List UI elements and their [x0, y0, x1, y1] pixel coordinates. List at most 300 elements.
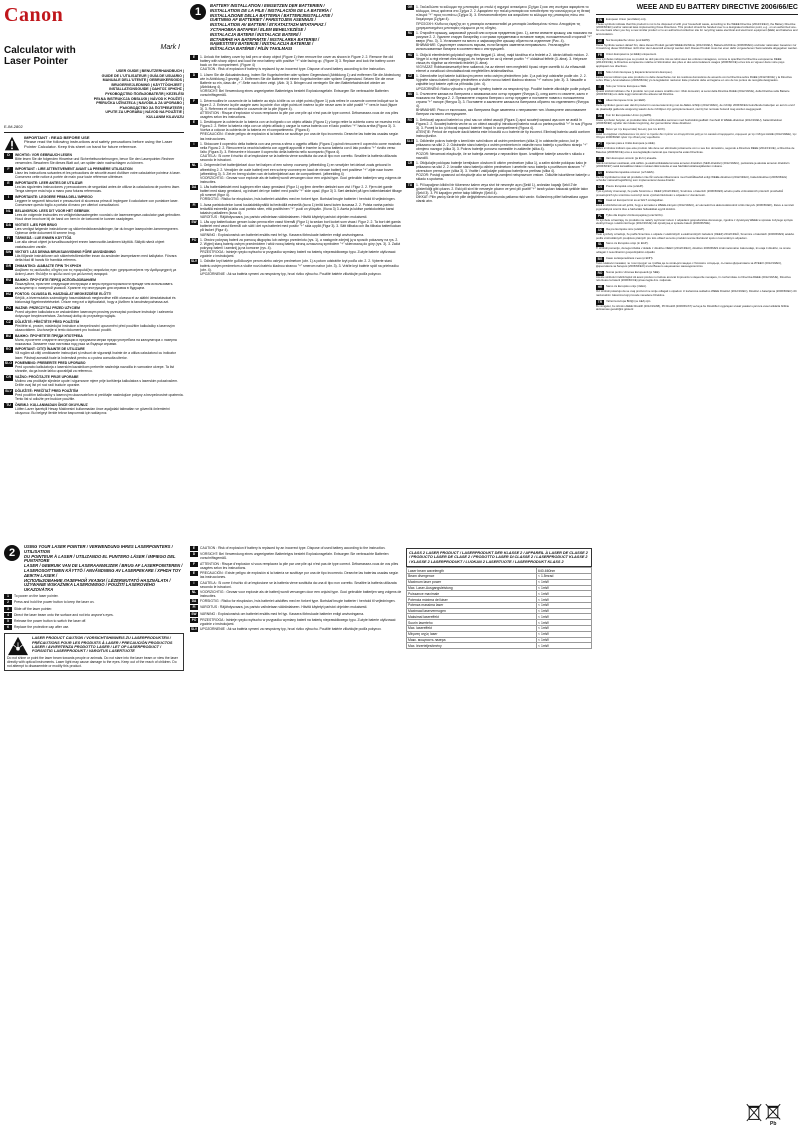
step-number-badge: 2	[4, 600, 12, 605]
battery-instructions-other-languages	[406, 5, 592, 203]
language-notice-text	[15, 334, 184, 346]
laser-steps-translation-list	[190, 546, 402, 632]
language-notice	[4, 292, 184, 304]
weee-entry	[596, 300, 798, 312]
spec-label: Μέγιστη ισχύς laser	[407, 631, 537, 637]
language-code-badge: EN	[597, 17, 603, 22]
language-notice-text	[15, 306, 184, 318]
language-notice	[4, 361, 184, 373]
instruction-steps: 1. Odemkněte kryt baterie kuličkovým perem nebo ostrým předmětem (obr. 1) a pak kryt odstraňte podle obr. 2. 2. Vyjměte starou baterii ostrým předmětem a vložte novou baterii kladnou stranou "+" nahoru (obr. 3). 3. Nasaďte a zajistěte kryt baterie zpět na přihrádku (obr. 4).	[416, 74, 587, 87]
language-code-badge: BU	[407, 91, 413, 96]
heading-line: ВСТАВЯНЕ НА БАТЕРИИТЕ / INSTALAREA BATERIEI /	[210, 36, 320, 42]
spec-value: < 1mW	[537, 637, 592, 643]
language-code-badge: SLO	[406, 139, 414, 144]
language-notice-title: TÄRKEÄÄ : LUE ENNEN KÄYTTÖÄ	[15, 236, 72, 241]
instruction-caution: DİKKAT: Pilin yanlış türde bir pille değiştirilmesi durumunda patlama riski vardır. Kullanılmış pilleri talimatlara uygun olarak atın.	[416, 194, 589, 203]
battery-installation-section	[190, 4, 402, 539]
weee-entry-title: Само за Европейския съюз (и ЕИП).	[606, 255, 654, 260]
weee-entry-text: Deze symbolen geven aan dat dit product in overeenstemming met de AEEA-richtlijn (2012/19/EU), de richtlijn 2006/66/EG betreffende batterijen en accu's en/of de plaatselijk geldende wetgeving waarin deze richtlijnen zijn geïmplementeerd, niet bij het normale huisvuil mag worden weggegooid.	[596, 103, 795, 111]
important-notice	[4, 136, 184, 152]
weee-entry	[596, 128, 798, 140]
language-code-badge: SL	[597, 242, 603, 247]
weee-entry-text: Estes símbolos indicam que este produto não deve ser eliminado juntamente com o seu lixo doméstico, segundo a Directiva REEE (2012/19/UE), a Directiva de Baterias (2006/66/CE) e/ou a sua legislação nacional que transponha estas Directivas.	[596, 146, 795, 154]
language-code-badge: NL	[191, 589, 197, 594]
instruction-caution: CAUTELA : Si corre il rischio di un'esplosione se la batteria viene sostituita da una di tipo non corretto. Smaltire la batteria utilizzata secondo le istruzioni.	[200, 154, 397, 163]
laser-translation-block	[190, 627, 402, 632]
important-text: Please read the following instructions and safety precautions before using the Laser Pointer Calculator. Keep this sheet on hand for future reference.	[24, 139, 173, 150]
weee-entry	[596, 71, 798, 83]
instruction-text	[200, 142, 402, 162]
language-notice-title: ВАЖНО: ПРОЧТИТЕ ПЕРЕД ИСПОЛЬЗОВАНИЕМ	[15, 278, 97, 282]
language-code-badge: PL	[597, 213, 603, 218]
pb-label: Pb	[770, 1121, 777, 1127]
weee-entry-title: Iba pre Európsku úniu (a EHP).	[606, 227, 645, 232]
instruction-block	[190, 99, 402, 119]
language-notice-body: Lisez les instructions suivantes et les précautions de sécurité avant d'utiliser votre calculatrice pointeur à laser. Conservez cette notice à portée de main pour toute référence ultérieure.	[15, 171, 181, 180]
laser-step	[4, 625, 184, 630]
language-notice-body: Leggere le seguenti istruzioni e precauzioni di sicurezza prima di impiegare il calcolatore con puntatore laser. Conservare questo foglio a portata di mano per ulteriori consultazioni.	[15, 198, 179, 207]
language-code-badge: EL	[597, 127, 603, 132]
heading-line: UŻYWANIE WSKAŹNIKA LASEROWEGO / POUŽITÍ LASEROVÉHO UKAZOVÁTKA	[24, 582, 156, 593]
battery-installation-continued	[406, 4, 592, 539]
language-notice	[4, 264, 184, 276]
section-number-badge: 1	[190, 4, 206, 20]
language-notice-text	[15, 375, 184, 387]
instruction-caution: VAROITUS : Räjähdysvaara, jos paristo vaihdetaan vääränlaiseen. Hävitä käytetyt paristot ohjeiden mukaisesti.	[200, 214, 368, 219]
language-notice-body: Lees de volgende instructies en veiligheidsmaatregelen voordat u de laserweergave-calculator gaat gebruiken. Houd deze brochure bij de hand om hem in de toekomst te kunnen raadplegen.	[15, 212, 182, 221]
language-notice	[4, 347, 184, 359]
spec-label: Puissance maximale	[407, 591, 537, 597]
instruction-block	[406, 183, 592, 203]
instruction-steps: 1. Desbloquee la cubierta de la batería con un bolígrafo o un objeto afilado (Figura 1) y luego retire la cubierta como se muestra en la Figura 2. 2. Retire la batería vieja con un objeto afilado y cargue la nueva batería con el lado positivo "+" hacia arriba (Figura 3). 3. Vuelva a colocar la cubierta de la batería en el compartimento. (Figura 4)	[200, 120, 401, 133]
warning-triangle-icon	[4, 136, 20, 152]
instruction-block	[406, 74, 592, 90]
laser-caution-title: LASER PRODUCT CAUTION / VORSICHTSHINWEIS ZU LASERPRODUKTEN / PRÉCAUTIONS POUR LES PRODUITS À LASER / PRECAUCIÓN PRODUCTOS LÁSER / AVVERTENZA PRODOTTO LASER / LET OP LASERPRODUCT / FORSIGTIG LASERPRODUKT / VAROITUS LASERTUOTE	[32, 636, 173, 654]
language-notice-text	[15, 223, 184, 235]
spec-label: Laser beam wavelength	[407, 568, 537, 574]
laser-step-text: Release the power button to switch the laser off.	[14, 618, 87, 623]
weee-entry-text: Ti simboli pomenijo, da tega izdelka v skladu z direktivo OEEO (2012/19/EU), direktivo 2006/66/ES in/ali nacionalno zakonodajo, ki uvaja ti direktivi, ne smete odlagati z nesortiranimi gospodinjskimi odpadki.	[596, 246, 791, 254]
instruction-block	[190, 259, 402, 275]
weee-entry-text: Ces symboles indiquent que ce produit ne doit pas être mis au rebut avec les ordures ménagères, comme le spécifient la Directive européenne DEEE (2012/19/UE), la Directive européenne relative à l'élimination des piles et des accumulateurs usagés (2006/66/CE) et les lois en vigueur dans votre pays appliquant ces directives.	[596, 56, 785, 68]
language-notice	[4, 278, 184, 290]
weee-entry	[596, 114, 798, 126]
spec-label: Max. lézerteljesítmény	[407, 643, 537, 649]
instruction-block	[406, 161, 592, 181]
weee-entry	[596, 99, 798, 111]
guide-title-line: USER GUIDE | BENUTZERHANDBUCH |	[116, 69, 184, 73]
laser-translation-block	[190, 590, 402, 598]
language-notice-text	[15, 361, 184, 373]
language-code-badge: FI	[190, 203, 198, 208]
language-notice-body: Kérjük, a lézermutatós számológép használatának megkezdése előtt olvassa el az alábbi útmutatásokat és biztonsági figyelmeztetéseket. Őrizze meg ezt a tájékoztatót, hogy a jövőben is tanulmányozhassa azt.	[15, 295, 176, 305]
language-code-badge: FR	[597, 52, 603, 57]
instruction-caution: PRZESTROGA : Istnieje ryzyko wybuchu w przypadku wymiany baterii na baterię nieprawidłowego typu. Zużyte baterie utylizować zgodnie z instrukcjami.	[200, 250, 396, 259]
language-code-badge: PO	[5, 305, 12, 310]
language-code-badge: D	[190, 552, 198, 557]
weee-entry	[596, 271, 798, 283]
instruction-text	[200, 99, 402, 119]
language-code-badge: SLV	[191, 627, 197, 632]
language-code-badge: SW	[191, 611, 197, 616]
step-number-badge: 5	[4, 619, 12, 624]
language-notice-body: Lea las siguientes instrucciones y precauciones de seguridad antes de utilizar la calculadora de puntero láser. Tenga siempre esta hoja a mano para futuras referencias.	[15, 184, 180, 194]
language-code-badge: F	[190, 99, 198, 104]
language-notice-text	[15, 195, 184, 207]
instruction-text	[416, 5, 592, 30]
language-notice-text	[15, 236, 184, 248]
weee-entry-text: De här symbolerna visar att produkten inte får sorteras tillsammans med hushållsavfall enligt WEEE-direktivet (2012/19/EU), batteridirektivet (2006/66/EG) och/eller nationell lagstiftning som implementerar dessa direktiv.	[596, 174, 788, 183]
language-notice-title: IMPORTANTE: LEER ANTES DE UTILIZAR	[15, 180, 83, 185]
language-code-badge: FI	[190, 605, 198, 610]
language-code-badge: GR	[407, 5, 413, 10]
language-code-badge: E	[190, 55, 198, 60]
instruction-block	[190, 142, 402, 162]
instruction-text	[200, 238, 402, 258]
weee-title: WEEE AND EU BATTERY DIRECTIVE 2006/66/EC	[596, 4, 798, 15]
instruction-steps: 1. Ontgrendel het batterijdeksel door het balpen of een scherp voorwerp (afbeelding 1) en verwijder het deksel zoals getoond in afbeelding 2. 2. Verwijder de oude batterij met een scherp voorwerp en laad de nieuwe batterij met positieve "+" zijde naar boven (afbeelding 3). 3. Zet en breng sluiten van de batterijdeksel aan de compartiment. (afbeelding 4)	[200, 163, 394, 176]
language-code-badge: PO	[191, 617, 197, 622]
spec-value: < 1mW	[537, 631, 592, 637]
weee-entry-title: Kun for Europæiske Union (og EØS).	[606, 112, 653, 117]
language-notice-title: DÔLEŽITÉ: PREČÍTAŤ PRED POUŽITÍM	[15, 389, 79, 393]
section-number-badge: 2	[4, 545, 20, 561]
language-notice-title: ΣΗΜΑΝΤΙΚΟ: ΔΙΑΒΑΣΤΕ ΠΡΙΝ ΤΗ ΧΡΗΣΗ	[15, 264, 82, 269]
language-notice-title: WAŻNE: PRZECZYTAJ PRZED UŻYCIEM	[15, 305, 80, 310]
spec-value: < 1mW	[537, 597, 592, 603]
instruction-text	[200, 55, 402, 71]
weee-entry-text: Disse symboler betyder, at produktet ikke må bortskaffes sammen med husholdningsaffald i henhold til WEEE-direktivet (2012/19/EU), batteridirektivet (2006/66/EF) og/eller den lokale lovgivning, der gennemfører disse direktiver.	[596, 117, 782, 125]
language-notice	[4, 195, 184, 207]
instruction-caution: VIGYÁZAT: Robbanásveszélyt fenn sallamok, ha az elemet nem megfelelő típusú végre cserélik ki. Az elhasznált elemet a vonatkozó útmutatásoknak megfelelően ártalmatlanítsa.	[416, 64, 586, 73]
important-title: IMPORTANT : READ BEFORE USE	[24, 134, 90, 140]
laser-translation-block	[190, 605, 402, 610]
language-code-badge: PO	[191, 237, 197, 242]
language-notice	[4, 153, 184, 165]
instruction-block	[190, 120, 402, 140]
language-notice-body: Pred použitím kalkulačky s laserovým ukazovateľom si prečítajte nasledujúce pokyny a bezpečnostné opatrenia. Tento list si odložte pre budúce použitie.	[15, 393, 184, 402]
spec-label: Maximaal laservermogen	[407, 608, 537, 614]
instruction-steps: 1. Ξεκλειδώστε το κάλυμμα της μπαταρίας με στυλό ή αιχμηρό αντικείμενο (Σχήμα 1) και στη συνέχεια αφαιρέστε το κάλυμμα, όπως φαίνεται στο Σχήμα 2. 2. Αφαιρέστε την παλιά μπαταρία και τοποθετήστε την καινούργια με τη θετική πλευρά "+" προς τα επάνω (Σχήμα 3). 3. Επανατοποθετήστε και ασφαλίστε το κάλυμμα της μπαταρίας πίσω στο διαμέρισμα (Σχήμα 4).	[416, 5, 591, 22]
weee-entry-text: Tieto symboly označujú, že podľa Smernice o odpade z elektrických a elektronických zariadení (OEEZ) 2012/19/EÚ, Smernice o batériách (2006/66/ES) a/alebo podľa vnútroštátnych predpisov platných pre túto oblasť sa tento produkt nesmie likvidovať spolu s komunálnym odpadom.	[596, 232, 795, 240]
instruction-text	[416, 92, 592, 117]
language-notice	[4, 334, 184, 346]
weee-entry-text: Ovi simboli pokazuju da se ovaj proizvod ne smije odlagati s otpadom iz kućanstva sukladno WEEE Direktivi (2012/19/EC), Direktivi o baterijama (2006/66/EC) i/ili nacionalnim zakonima koji provode navedene Direktive.	[596, 289, 797, 297]
language-code-badge: FI	[4, 236, 13, 242]
language-code-badge: TU	[407, 182, 413, 187]
instruction-steps: 1. Odistite kryt batérie guľôčkovým perom alebo ostrým predmetom (obr. 1) a potom odstráňte kryt podľa obr. 2. 2. Vyberte starú batériu ostrým predmetom a vložte novú batériu kladnou stranou "+" smerom nahor (obr. 3). 3. Vráťte kryt batérie späť na priehradku (obr. 4).	[200, 259, 399, 272]
laser-translation-block	[190, 562, 402, 570]
guide-title-line: BRUGERVEJLEDNING | KÄYTTÖOHJEET |	[111, 82, 184, 87]
language-notice-body: Læs venligst følgende instruktioner og sikkerhedsforanstaltninger, før du bruger laserpointer-lommeregneren. Opbevar dette dokument til senere brug.	[15, 226, 179, 235]
weee-entry	[596, 199, 798, 211]
language-code-badge: HU	[5, 291, 12, 296]
language-code-badge: FI	[596, 157, 604, 162]
weee-entry-text: Nämä tunnukset osoittavat, että sähkö- ja elektroniikkalaiteromusta annetun direktiivin (SER-direktiivi) (2012/19/EU), paristoista ja akuista annetun direktiivin (2006/66/EY) sekä kansallisten lakien mukaan tätä tuotetta ei saa hävittää kotitalousjätteiden mukana.	[596, 160, 790, 168]
weee-entry	[596, 242, 798, 254]
language-code-badge: HU	[597, 199, 603, 204]
canon-logo: Canon	[4, 4, 64, 26]
laser-step	[4, 600, 184, 605]
language-code-badge: CR	[407, 160, 413, 165]
laser-caution-text: Do not shine or point the laser beam towards people or animals. Do not stare into the laser beam or view the laser directly with optical instruments. Laser light may cause damage to the eyes. Keep out of the reach of children. Do not attempt to disassemble or modify this product.	[7, 656, 178, 669]
language-code-badge: TU	[4, 403, 13, 409]
language-notice-body: Lütfen Lazer İşaretçili Hesap Makinesini kullanmadan önce aşağıdaki talimatları ve güvenlik önlemlerini okuyunuz. Bu belgeyi ileride tekrar başvurmak için saklayınız.	[15, 406, 170, 416]
weee-entry	[596, 214, 798, 226]
instruction-text	[200, 259, 402, 275]
weee-entry-text: Diese Symbole weisen darauf hin, dass dieses Produkt gemäß WEEE-Richtlinie (2012/19/EU), Batterie-Richtlinie (2006/66/EG) und/oder nationalen Gesetzen zur Umsetzung dieser Richtlinien nicht über den Hausmüll entsorgt werden darf. Dieses Produkt muss bei einer dafür vorgesehenen Sammelstelle abgegeben werden.	[596, 42, 798, 51]
language-code-badge: F	[4, 167, 13, 173]
instruction-caution: ВНИМАНИЕ: Риск от експлозия, ако батерията бъде заменена с неправилен тип. Изхвърлете използваните батерии съгласно инструкциите.	[416, 108, 587, 117]
language-notice-text	[15, 167, 184, 179]
language-notice-body: Přečtěte si, prosím, následující instrukce a bezpečnostní upozornění před použitím kalkulačky s laserovým ukazovátkem. Uschovejte si tento dokument pro budoucí použití.	[15, 323, 175, 332]
language-notice-text	[15, 264, 184, 276]
language-notice-title: POMEMBNO: PREBERITE PRED UPORABO	[15, 361, 86, 366]
instruction-caution: VOORZICHTIG : Gevaar voor explosie als de batterij wordt vervangen door een onjuist type. Gooi gebruikte batterijen weg volgens de instructies.	[200, 175, 402, 184]
language-notice-body: Läs följande instruktioner och säkerhetsföreskrifter innan du använder laserpekaren med kalkylator. Förvara detta blad till hands för framtida referens.	[15, 254, 177, 263]
step-number-badge: 3	[4, 607, 12, 612]
weee-entry	[596, 39, 798, 51]
language-code-badge: I	[4, 195, 13, 201]
language-code-badge: RU	[5, 278, 12, 282]
language-notice-text	[15, 209, 184, 221]
language-code-badge: I	[190, 581, 198, 586]
weee-entry-text: Estos iconos indican que este producto no debe desecharse con los residuos domésticos de acuerdo con la Directiva sobre RAEE (2012/19/UE) y la Directiva sobre Pilas y Acumuladores (2006/66/CE) y/o la legislación nacional. Este producto debe entregarse en uno de los puntos de recogida designados.	[596, 74, 792, 83]
guide-title-line: РУКОВОДСТВО ПОЛЬЗОВАТЕЛЯ | KEZELÉSI	[105, 91, 184, 96]
spec-label: Potencia máxima del láser	[407, 597, 537, 603]
instruction-block	[190, 73, 402, 98]
weee-entry-text: Questi simboli indicano che il prodotto non può essere smaltito con i rifiuti domestici, ai sensi della Direttiva RAEE (2012/19/UE), della Direttiva sulle Batterie (2006/66/CE) e/o delle leggi nazionali che attuano tali Direttive.	[596, 88, 790, 97]
language-notice	[4, 236, 184, 248]
laser-translation-block	[190, 552, 402, 560]
instruction-caution: POZOR: Postoji opasnost od eksplozije ako se baterija zamijeni neispravnom vrstom. Odložite iskorištene baterije u skladu s uputama.	[416, 173, 590, 182]
instruction-steps: 1. Oldja ki elemfedelet golyóstoll vagy éles tárgyat (1. ábra), majd távolítsa el a fedelet a 2. ábrán látható módon. 2. Vegye ki a régi elemet éles tárggyal, és helyezze be az új elemet pozitív "+" oldalával felfelé (3. ábra). 3. Helyezze vissza és rögzítse az elemtartó fedelét (4. ábra).	[416, 52, 589, 65]
language-code-badge: GR	[5, 264, 12, 269]
language-code-badge: DE	[597, 38, 603, 43]
weee-entry	[596, 171, 798, 183]
language-code-badge: SLV	[5, 389, 12, 393]
weee-entry-text: Ezek a szimbólumok azt jelzik, hogy a terméket a WEEE-irányelv (2012/19/EU), az elemekről és akkumulátorokról szóló irányelv (2006/66/EK), illetve a nemzeti jogszabályok szerint tilos a háztartási hulladékkal együtt kidobni.	[596, 203, 794, 211]
language-code-badge: SK	[597, 228, 603, 233]
guide-title-line: UPUTE ZA UPORABU | NÁVOD NA POUŽITIE |	[105, 110, 184, 115]
publication-code: E-IM-2802	[4, 123, 23, 129]
language-code-badge: DA	[191, 599, 197, 604]
language-notice-title: FONTOS: OLVASSA EL HASZNÁLAT MEGKEZDÉSE ELŐTT!	[15, 291, 112, 296]
spec-label: Макс. мощность лазера	[407, 637, 537, 643]
language-notice-text	[15, 403, 184, 415]
language-notice	[4, 223, 184, 235]
language-code-badge: SLV	[191, 259, 197, 264]
spec-value: < 1mW	[537, 579, 592, 585]
instruction-text	[200, 220, 402, 236]
language-code-badge: PT	[597, 142, 603, 147]
instruction-caution: VARNING : Explosionsrisk om batteriet ersätts med fel typ. Kassera förbrukade batterier enligt anvisningarna.	[200, 232, 365, 237]
laser-translation-text: VORSICHT: Bei Verwendung eines ungeeigneten Batterietyps besteht Explosionsgefahr. Entsorgen Sie verbrauchte Batterien vorschriftsgemäß.	[200, 552, 389, 561]
instruction-text	[200, 185, 402, 201]
weee-entry-title: Sólo Unión Europea (y Espacio Económico Europeo).	[606, 69, 673, 74]
instruction-steps: 1. Lösen Sie die Akkuabdeckung, indem Sie Kugelschreiber oder spitzen Gegenstand (Abbildung 1) und entfernen Sie die Abdeckung wie in Abbildung 2 gezeigt. 2. Entfernen Sie die Batterie mit einem Kugelschreiber oder spitzen Gegenstand. Setzen Sie die neue Batterie so ein, dass die „+"-Seite nach oben zeigt. (Abb. 3) 3. Bringen und verriegeln Sie den Batteriefachdeckel wieder an (Abbildung 4).	[200, 72, 401, 90]
language-notice	[4, 403, 184, 415]
guide-title-line: INSTALLATIONSGUIDE | ΟΔΗΓΟΣ ΧΡΗΣΗΣ |	[109, 87, 184, 92]
instruction-text	[416, 139, 592, 159]
weee-entry-title: Tylko dla krajów Unii Europejskiej (oraz EOG).	[606, 212, 664, 217]
language-notice-title: ВАЖНО: ПРОЧЕТЕТЕ ПРЕДИ УПОТРЕБА	[15, 333, 83, 338]
instruction-caution: ВНИМАНИЕ: Существует опасность взрыва, если батарея заменена неправильно. Утилизируйте использованные батареи в соответствии с инструкцией.	[416, 43, 570, 52]
language-code-badge: TR	[597, 299, 603, 304]
spec-value: < 1mW	[537, 614, 592, 620]
weee-entry-title: Csak az Európai Unió és az EGT országaiban.	[606, 198, 664, 203]
language-code-badge: RO	[407, 117, 413, 122]
product-title-line2: Laser Pointer	[4, 56, 68, 67]
battery-instructions	[190, 55, 402, 276]
language-notice-body: Bitte lesen Sie die folgenden Hinweise und Sicherheitsvorkehrungen, bevor Sie den Laserpointer-Rechner verwenden. Bewahren Sie dieses Blatt auf, um später darin nachschlagen zu können.	[15, 157, 175, 166]
spec-label: Suurin laserteho	[407, 620, 537, 626]
class-2-label-box	[406, 548, 592, 567]
section-heading	[210, 4, 402, 54]
class-2-label: CLASS 2 LASER PRODUCT / LASERPRODUKT DER KLASSE 2 / APPAREIL À LASER DE CLASSE 2 / PRODUCTO LÁSER DE CLASE 2 / PRODOTTO LASER DI CLASSE 2 / LASERPRODUCT KLASSE 2 / KLASSE 2 LASERPRODUKT / LUOKAN 2 LASERTUOTE / LASERPRODUKT KLASS 2	[409, 551, 588, 564]
language-code-badge: E	[4, 181, 13, 187]
instruction-text	[416, 31, 592, 51]
heading-line: USING YOUR LASER POINTER / VERWENDUNG IHRES LASERPOINTERS / UTILISATION	[24, 545, 173, 554]
spec-value: < 1mW	[537, 626, 592, 632]
language-notice	[4, 320, 184, 332]
instruction-steps: 1. Otwórz pokrywę baterii za pomocą długopisu lub ostrego przedmiotu (rys. 1), a następnie zdejmij ją w sposób pokazany na rys. 2. 2. Wyjmij starą baterię ostrym przedmiotem i włóż nową baterię stroną oznaczoną symbolem "+" skierowaną do góry (rys. 3). 3. Załóż pokrywę baterii i zamknij ją na komorze (rys. 4).	[200, 237, 401, 250]
language-code-badge: ES	[597, 70, 603, 75]
instruction-steps: 1. Avaa paristokotelon kansi kuulakärkikynällä tai terävällä esineellä (kuva 1) imitä kansi kuten kuvassa 2. 2. Poista vanha paristo terävällä esineellä ja laita uusi paristo siten, että positiivinen "+" puoli on ylöspäin. (Kuva 3) 3. Aseta ja lukitse paristokotelon kansi takaisin paikalleen (kuva 4).	[200, 202, 394, 215]
weee-entry-text: Te symbole oznaczają, że produktu nie należy wyrzucać razem z odpadami gospodarstwa domowego, zgodnie z dyrektywą WEEE w sprawie zużytego sprzętu elektrycznego i elektronicznego (2012/19/UE) lub dyrektywą w sprawie baterii (2006/66/WE).	[596, 217, 793, 226]
laser-translation-text: VAROITUS : Räjähdysvaara, jos paristo vaihdetaan vääränlaiseen. Hävitä käytetyt paristot ohjeiden mukaisesti.	[200, 605, 368, 610]
instruction-caution: CAUTION : Risk of explosion if battery is replaced by an incorrect type. Dispose of used battery according to the instruction.	[200, 67, 386, 72]
weee-entry-title: Yalnızca Avrupa Birliği (ve AEA) için.	[606, 298, 652, 303]
language-notice-title: IMPORTANTE: LEGGERE PRIMA DELL'IMPIEGO	[15, 194, 93, 199]
laser-translation-text: FORSIGTIG : Risiko for eksplosion, hvis batteriet udskiftes med en forkert type. Bortskaf brugte batterier i henhold til vejledningen.	[200, 599, 396, 604]
laser-translation-text: VARNING : Explosionsrisk om batteriet ersätts med fel typ. Kassera förbrukade batterier enligt anvisningarna.	[200, 611, 365, 616]
instruction-steps: 1. Otključajte poklopac baterije kemijskom olovkom ili oštrim predmetom (slika 1), a zatim skinite poklopac kako je prikazano na slici 2. 2. Izvadite staru bateriju oštrim predmetom i umetnite novu bateriju s pozitivnom stranom "+" okrenutom prema gore (slika 3). 3. Vratite i zaključajte poklopac baterije na pretinac (slika 4).	[416, 160, 587, 174]
heading-line: BATTERY INSTALLATION / EINSETZEN DER BATTERIEN /	[210, 4, 325, 8]
step-number-badge: 4	[4, 613, 12, 618]
instruction-steps: 1. Deblocaţi capacul bateriei cu pixul sau un obiect ascuţit (Figura 1) apoi scoateţi capacul aşa cum se arată în Figura 2. 2. Scoateţi bateria veche cu un obiect ascuţit şi introduceţi bateria nouă cu partea pozitivă "+" în sus (Figura 3). 3. Puneţi la loc şi blocaţi capacul bateriei înapoi în compartiment (Figura 4).	[416, 117, 592, 130]
heading-line: INSTALLATION AV BATTERI / ΕΓΚΑΤΑΣΤΑΣΗ ΜΠΑΤΑΡΙΑΣ /	[210, 22, 326, 28]
instruction-text	[200, 163, 402, 183]
instruction-block	[190, 185, 402, 201]
language-notices	[4, 153, 184, 415]
language-notice-title: BELANGRIJK: LEES DIT VOOR HET GEBRUIK	[15, 208, 90, 213]
language-code-badge: BU	[5, 333, 12, 338]
weee-entry-title: Solo per Unione Europea e SEE.	[606, 83, 647, 88]
guide-title-line: РЪКОВОДСТВО ЗА ПОТРЕБИТЕЛЯ |	[119, 105, 184, 110]
cover-column	[4, 4, 184, 539]
laser-translation-text: PRECAUCIÓN : Existe peligro de explosión si la batería se sustituye por una de tipo incorrecto. Deseche las baterías usadas según las instrucciones.	[200, 571, 399, 580]
guide-titles	[4, 69, 184, 120]
weee-entries	[596, 18, 798, 312]
language-code-badge: SV	[597, 170, 603, 175]
instruction-steps: 1. Déverrouillez le couvercle de la batterie au stylo à bille ou un objet pointu (figure 1) puis retirez le couvercle comme indiqué sur la figure 2. 2. Enlevez la pile usagée avec la pointe d'un objet pointu et insérez la pile neuve avec le côté positif "+" vers le haut (figure 3). 3. Refermez et verrouillez le couvercle de la pile (figure 4).	[200, 98, 398, 111]
spec-label: Potenza massima laser	[407, 602, 537, 608]
language-code-badge: D	[4, 153, 13, 159]
spec-value: < 1mW	[537, 591, 592, 597]
weee-entry	[596, 285, 798, 297]
language-code-badge: I	[190, 142, 198, 147]
weee-entry	[596, 157, 798, 169]
instruction-caution: ΠΡΟΣΟΧΗ: Κίνδυνος έκρηξης αν η μπαταρία αντικατασταθεί με μπαταρία λανθασμένου τύπου. Απορρίψτε τις χρησιμοποιημένες μπαταρίες σύμφωνα με τις οδηγίες.	[416, 21, 581, 30]
laser-warning-icon	[7, 636, 29, 656]
weee-entry	[596, 228, 798, 240]
language-notice-body: Molimo vas pročitajte sljedeće upute i sigurnosne mjere prije korištenja kalkulatora s laserskim pokazivačem. Držite ovaj list pri ruci radi buduće uporabe.	[15, 379, 179, 388]
instruction-block	[406, 5, 592, 30]
spec-value: 640-660nm	[537, 568, 592, 574]
instruction-block	[190, 163, 402, 183]
language-notice	[4, 306, 184, 318]
language-code-badge: NL	[4, 209, 13, 215]
spec-value: < 1mW	[537, 585, 592, 591]
instruction-block	[190, 220, 402, 236]
weee-entry	[596, 185, 798, 197]
heading-line: ИСПОЛЬЗОВАНИЕ ЛАЗЕРНОЙ УКАЗКИ / LÉZERMUTATÓ HASZNÁLATA /	[24, 577, 171, 583]
crossed-bin-icon	[746, 1103, 762, 1123]
language-notice-text	[15, 153, 184, 165]
laser-translation-block	[190, 618, 402, 626]
spec-value: < 1.5mrad	[537, 574, 592, 580]
instruction-text	[200, 203, 402, 219]
laser-caution-box	[4, 633, 184, 671]
laser-translation-text: CAUTION : Risk of explosion if battery is replaced by an incorrect type. Dispose of used battery according to the instruction.	[200, 546, 386, 551]
laser-step-text: Press and hold the power button to keep the laser on.	[14, 600, 95, 605]
laser-translation-text: VOORZICHTIG : Gevaar voor explosie als de batterij wordt vervangen door een onjuist type. Gooi gebruikte batterijen weg volgens de instructies.	[200, 589, 402, 598]
language-notice-body: Пожалуйста, прочтите следующие инструкции и меры предосторожности прежде чем использовать калькулятор с лазерной указкой. Храните эту инструкцию для справок в будущем.	[15, 282, 173, 291]
weee-entry-text: These symbols indicate that this product is not to be disposed of with your household waste, according to the WEEE Directive (2012/19/EU), the Battery Directive (2006/66/EC) and/or national laws implementing those Directives. This product should be handed over to a designated collection point, e.g., on an authorized one-for-one basis when you buy a new similar product or to an authorized collection site for recycling waste electrical and electronic equipment (EEE) and batteries and accumulators.	[596, 21, 798, 36]
weee-entry	[596, 53, 798, 68]
instruction-steps: 1. Отключете капака на батерията с химикалка или остър предмет (Фигура 1), след което го свалете, както е показано на Фигура 2. 2. Премахнете старата батерия с остър предмет и поставете новата с положителна страна "+" нагоре (Фигура 3). 3. Поставете и заключете капака на батерията обратно на отделението (Фигура 4).	[416, 91, 589, 109]
guide-title-line: MANUALE DELL'UTENTE | GEBRUIKERSGIDS |	[102, 78, 184, 83]
language-code-badge: DA	[597, 113, 603, 118]
laser-step-text: Replace the protective cap after use.	[14, 625, 70, 630]
disposal-symbols	[746, 1103, 786, 1125]
instruction-block	[190, 238, 402, 258]
instruction-caution: UPOZORNĚNÍ: Riziko výbuchu v případě výměny baterie za nesprávný typ. Použité baterie zlikvidujte podle pokynů.	[416, 86, 592, 91]
laser-translation-block	[190, 599, 402, 604]
laser-step-text: Slide off the laser pointer.	[14, 606, 53, 611]
language-notice-title: VIKTIGT: LÄS DENNA BRUKSANVISNING FÖRE ANVÄNDNING	[15, 250, 116, 255]
weee-entry	[596, 142, 798, 154]
instruction-steps: 1. Sbloccare il coperchio della batteria con una penna a sfera o oggetto affilato (Figura 1) quindi rimuovere il coperchio come mostrato nella Figura 2. 2. Rimuovere la vecchia batteria con oggetti appuntiti e inserire la nuova batteria con il lato positivo "+" rivolto verso l'alto (Figura 3). 3. Reinserire e bloccare il coperchio della batteria nello scomparto (Figura 4).	[200, 141, 402, 154]
instruction-text	[416, 183, 592, 203]
language-notice-title: VAŽNO: PROČITAJTE PRIJE UPORABE	[15, 375, 79, 380]
weee-entry-title: Pouze Evropská unie (a EHP).	[606, 184, 644, 189]
divider	[4, 132, 184, 133]
language-code-badge: SLO	[4, 361, 13, 366]
instruction-text	[416, 118, 592, 138]
weee-entry-text: Tyto symboly znamenají, že podle Směrnice o OEEZ (2012/19/EU), Směrnice o bateriích (2006/66/ES) a/nebo podle vnitrostátních právních prostředků prosazujících tyto směrnice nemá být tento výrobek likvidován s odpadem z domácností.	[596, 189, 784, 197]
language-notice-title: VIGTIGT: LÆS FØR BRUG	[15, 222, 58, 227]
language-code-badge: NL	[597, 99, 603, 104]
laser-step	[4, 613, 184, 618]
instruction-caution: ATENŢIE: Pericol de explozie dacă bateria este înlocuită cu o baterie de tip incorect. Eliminaţi bateria uzată conform instrucţiunilor.	[416, 129, 591, 138]
language-code-badge: SW	[191, 220, 197, 225]
spec-value: < 1mW	[537, 643, 592, 649]
laser-step	[4, 607, 184, 612]
instruction-block	[406, 118, 592, 138]
language-code-badge: HR	[597, 285, 603, 290]
language-code-badge: CZ	[407, 74, 413, 79]
weee-entry-title: Nur Europäische Union (und EWR).	[606, 37, 651, 42]
weee-entry-title: Apenas para a União Europeia (e AEE).	[606, 141, 656, 146]
language-notice-title: IMPORTANT: CITIŢI ÎNAINTE DE UTILIZARE	[15, 347, 85, 352]
laser-translation-text: PRZESTROGA : Istnieje ryzyko wybuchu w przypadku wymiany baterii na baterię nieprawidłowego typu. Zużyte baterie utylizować zgodnie z instrukcjami.	[200, 617, 396, 626]
language-code-badge: DA	[191, 185, 197, 190]
language-notice-text	[15, 320, 184, 332]
weee-entry-title: Samo za Europsku uniju (i EEA).	[606, 284, 647, 289]
spec-label: Maximum laser power	[407, 579, 537, 585]
